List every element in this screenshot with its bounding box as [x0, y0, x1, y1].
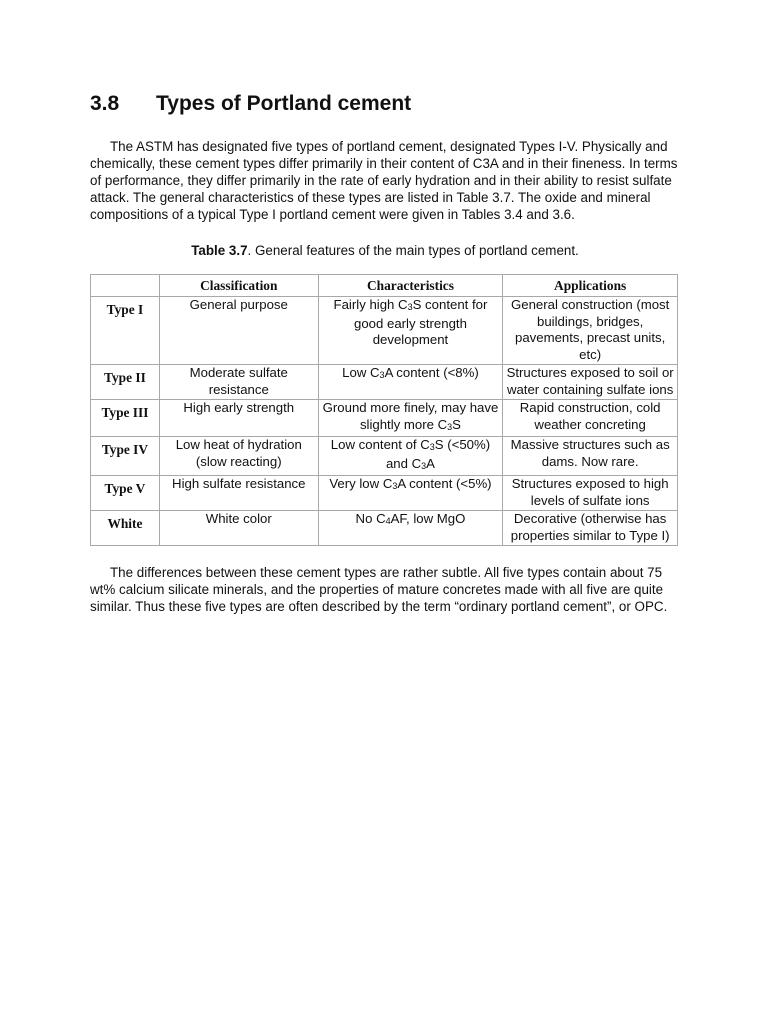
table-body [91, 297, 678, 546]
table-caption-label: Table 3.7 [191, 243, 248, 258]
table-row [91, 511, 678, 546]
row-type-label: Type I [91, 297, 160, 365]
cell-applications: Structures exposed to high levels of sulfate ions [503, 476, 678, 511]
table-row [91, 400, 678, 437]
cell-classification: High sulfate resistance [159, 476, 318, 511]
cell-classification: Moderate sulfate resistance [159, 365, 318, 400]
section-number: 3.8 [90, 92, 120, 115]
column-header-applications: Applications [503, 275, 678, 297]
document-page [90, 92, 680, 615]
section-title: Types of Portland cement [156, 92, 412, 115]
row-type-label: Type II [91, 365, 160, 400]
table-caption-text: . General features of the main types of portland cement. [247, 243, 579, 258]
intro-paragraph: The ASTM has designated five types of portland cement, designated Types I-V. Physically and chemically, these cement types differ primarily in their content of C3A and in their fineness. In terms of performance, they differ primarily in the rate of early hydration and in their ability to resist sulfate attack. The general characteristics of these types are listed in Table 3.7. The oxide and mineral compositions of a typical Type I portland cement were given in Tables 3.4 and 3.6. [90, 139, 678, 222]
column-header-characteristics: Characteristics [318, 275, 503, 297]
table-row [91, 476, 678, 511]
cell-characteristics: Low $C_3A$ content (<8%) [318, 365, 503, 400]
cell-characteristics: Very low $C_3A$ content (<5%) [318, 476, 503, 511]
column-header-type [91, 275, 160, 297]
closing-paragraph: The differences between these cement types are rather subtle. All five types contain about 75 wt% calcium silicate minerals, and the properties of mature concretes made with all five are quite similar. Thus these five types are often described by the term “ordinary portland cement”, or OPC. [90, 565, 668, 614]
row-type-label: Type V [91, 476, 160, 511]
cement-types-table [90, 274, 678, 546]
row-type-label: Type IV [91, 437, 160, 476]
section-heading [90, 92, 680, 116]
cell-applications: Structures exposed to soil or water containing sulfate ions [503, 365, 678, 400]
table-header-row [91, 275, 678, 297]
table-row [91, 297, 678, 365]
row-type-label: White [91, 511, 160, 546]
cell-characteristics: Ground more finely, may have slightly more $C_3S$ [318, 400, 503, 437]
column-header-classification: Classification [159, 275, 318, 297]
cell-applications: Massive structures such as dams. Now rare. [503, 437, 678, 476]
cell-applications: Decorative (otherwise has properties similar to Type I) [503, 511, 678, 546]
table-row [91, 437, 678, 476]
cell-classification: Low heat of hydration (slow reacting) [159, 437, 318, 476]
cell-characteristics: Low content of $C_3S$ (<50%) and $C_3A$ [318, 437, 503, 476]
cell-characteristics: Fairly high $C_3S$ content for good early strength development [318, 297, 503, 365]
cell-classification: General purpose [159, 297, 318, 365]
cell-characteristics: No $C_4AF$, low MgO [318, 511, 503, 546]
cell-classification: White color [159, 511, 318, 546]
cell-classification: High early strength [159, 400, 318, 437]
table-caption [90, 243, 680, 258]
table-row [91, 365, 678, 400]
row-type-label: Type III [91, 400, 160, 437]
cell-applications: Rapid construction, cold weather concreting [503, 400, 678, 437]
cell-applications: General construction (most buildings, bridges, pavements, precast units, etc) [503, 297, 678, 365]
